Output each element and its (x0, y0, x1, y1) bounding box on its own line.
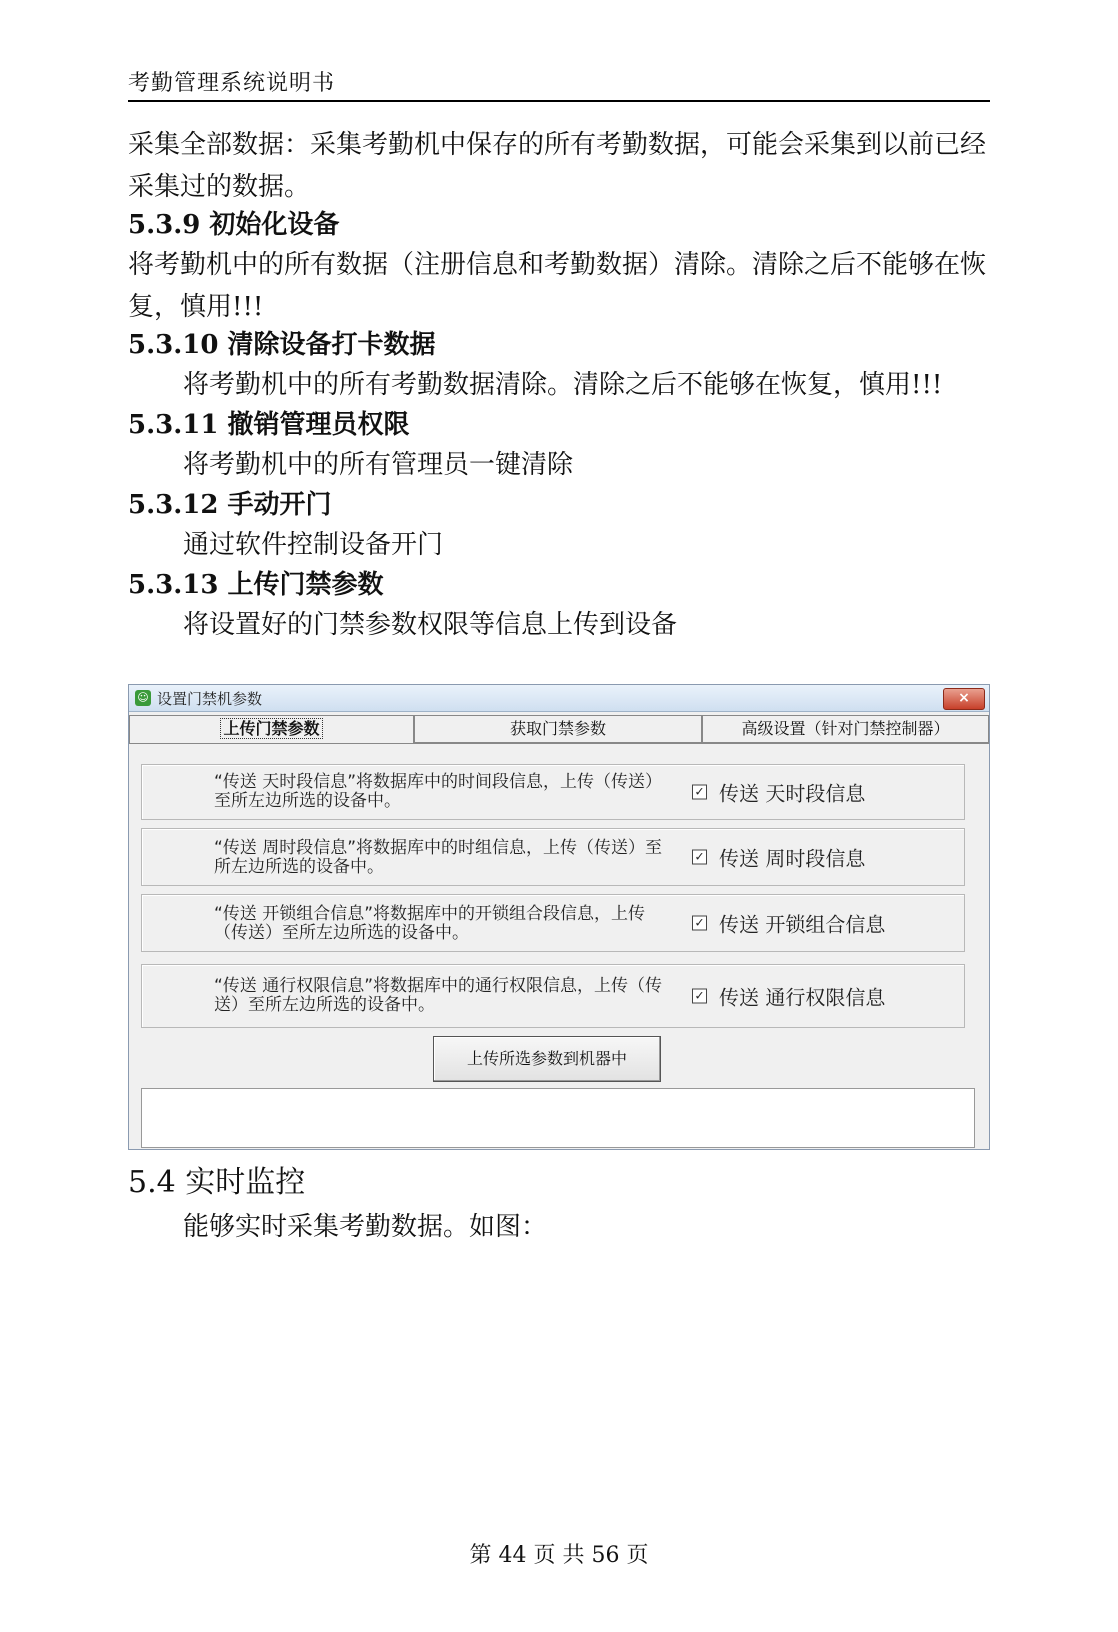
checkbox-label: 传送 周时段信息 (719, 846, 866, 871)
close-button[interactable]: × (943, 688, 985, 710)
param-desc: “传送 周时段信息”将数据库中的时组信息，上传（传送）至所左边所选的设备中。 (214, 838, 663, 877)
heading-5-3-13: 5.3.13 上传门禁参数 (128, 570, 384, 600)
param-desc: “传送 通行权限信息”将数据库中的通行权限信息，上传（传送）至所左边所选的设备中。 (214, 976, 663, 1015)
heading-5-3-9: 5.3.9 初始化设备 (128, 210, 340, 240)
app-user-icon: ☺ (135, 690, 151, 706)
paragraph-5-3-13: 将设置好的门禁参数权限等信息上传到设备 (183, 610, 678, 640)
checkbox-access-rights[interactable] (692, 982, 885, 1011)
paragraph-collect-all: 采集全部数据：采集考勤机中保存的所有考勤数据，可能会采集到以前已经采集过的数据。 (128, 130, 987, 202)
dialog-tabs (129, 715, 990, 743)
checkbox-label: 传送 通行权限信息 (719, 985, 886, 1010)
param-row-access-rights (141, 964, 965, 1028)
dialog-title: 设置门禁机参数 (157, 689, 263, 708)
param-row-unlock-combo (141, 894, 965, 952)
checkbox-checked-icon: ✓ (692, 989, 707, 1004)
tab-upload-params[interactable] (129, 715, 414, 744)
checkbox-unlock-combo[interactable] (692, 909, 885, 938)
upload-selected-params-button[interactable]: 上传所选参数到机器中 (433, 1036, 661, 1082)
tab-get-params[interactable]: 获取门禁参数 (414, 715, 702, 743)
param-desc: “传送 开锁组合信息”将数据库中的开锁组合段信息，上传（传送）至所左边所选的设备中。 (214, 904, 646, 943)
checkbox-week-period[interactable] (692, 843, 865, 872)
tab-body (129, 743, 989, 1150)
paragraph-5-3-11: 将考勤机中的所有管理员一键清除 (183, 450, 574, 480)
heading-5-3-12: 5.3.12 手动开门 (128, 490, 332, 520)
tab-advanced-settings[interactable]: 高级设置（针对门禁控制器） (702, 715, 989, 743)
checkbox-day-period[interactable] (692, 778, 865, 807)
checkbox-checked-icon: ✓ (692, 785, 707, 800)
param-row-week-period (141, 828, 965, 886)
checkbox-checked-icon: ✓ (692, 916, 707, 931)
param-desc: “传送 天时段信息”将数据库中的时间段信息，上传（传送）至所左边所选的设备中。 (214, 772, 663, 811)
heading-5-3-10: 5.3.10 清除设备打卡数据 (128, 330, 436, 360)
param-row-day-period (141, 764, 965, 820)
paragraph-5-4: 能够实时采集考勤数据。如图： (183, 1212, 548, 1242)
door-params-dialog (128, 684, 990, 1150)
checkbox-label: 传送 天时段信息 (719, 781, 866, 806)
dialog-titlebar (129, 685, 989, 712)
page-footer: 第 44 页 共 56 页 (469, 1543, 649, 1568)
page-header-title: 考勤管理系统说明书 (128, 71, 336, 96)
checkbox-label: 传送 开锁组合信息 (719, 912, 886, 937)
tab-upload-params-label: 上传门禁参数 (220, 718, 322, 739)
log-output-box (141, 1088, 975, 1148)
paragraph-5-3-9: 将考勤机中的所有数据（注册信息和考勤数据）清除。清除之后不能够在恢复，慎用!!! (128, 250, 987, 322)
checkbox-checked-icon: ✓ (692, 850, 707, 865)
paragraph-5-3-10: 将考勤机中的所有考勤数据清除。清除之后不能够在恢复，慎用!!! (183, 370, 943, 400)
heading-5-4: 5.4 实时监控 (128, 1165, 306, 1200)
header-rule (128, 100, 990, 102)
heading-5-3-11: 5.3.11 撤销管理员权限 (128, 410, 410, 440)
paragraph-5-3-12: 通过软件控制设备开门 (183, 530, 444, 560)
